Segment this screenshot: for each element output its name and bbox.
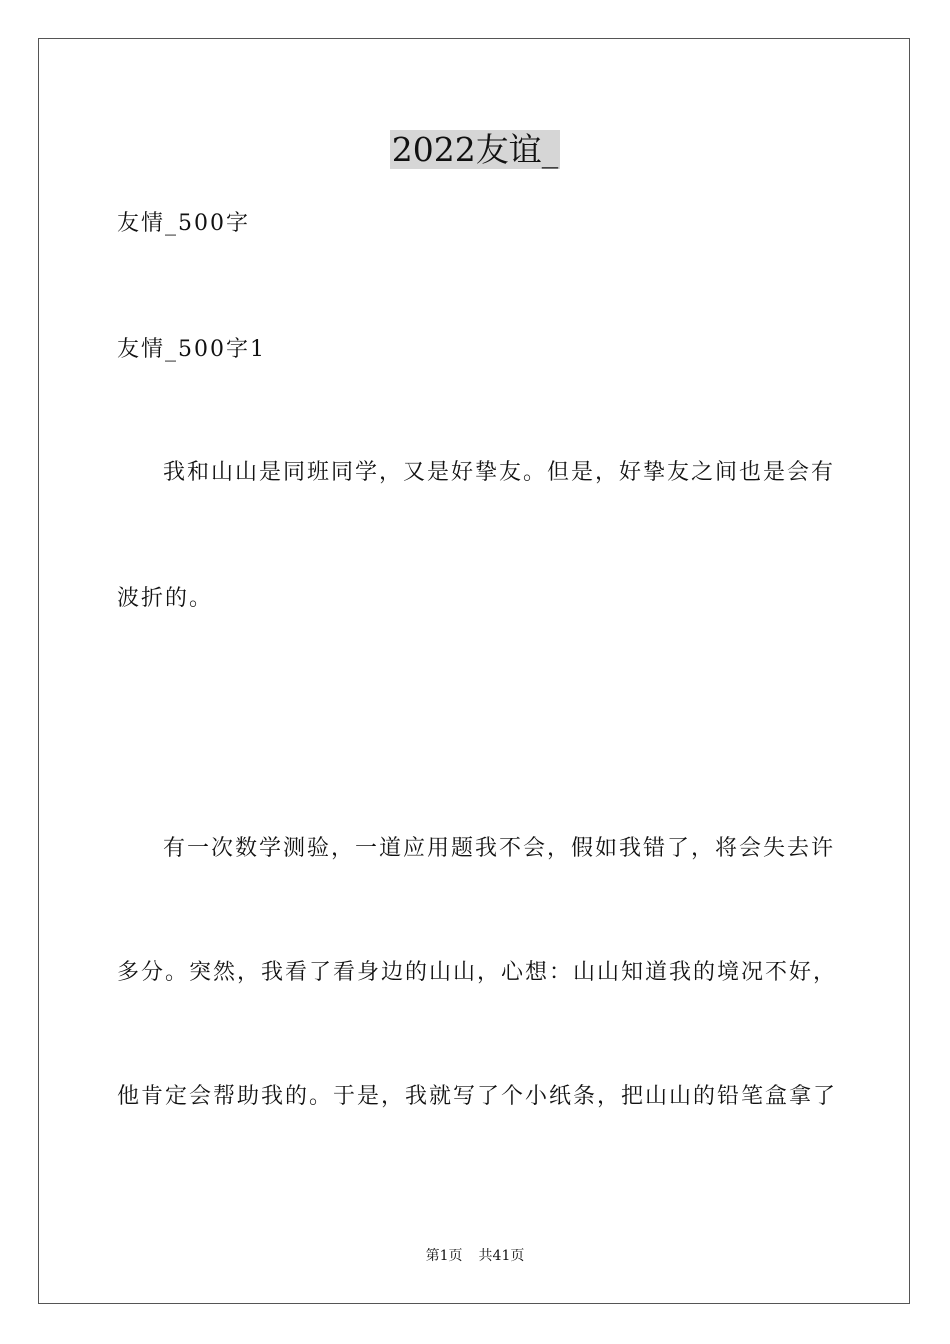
document-title: [0, 128, 950, 172]
current-page-label: 第1页: [425, 1248, 463, 1264]
paragraph-line: 波折的。: [117, 586, 214, 611]
total-pages-label: 共41页: [478, 1248, 525, 1264]
paragraph-line: 多分。突然，我看了看身边的山山，心想：山山知道我的境况不好，: [117, 960, 838, 985]
section-heading: 友情_500字1: [117, 337, 266, 362]
document-title-text: 2022友谊_: [391, 130, 559, 169]
paragraph-line: 有一次数学测验，一道应用题我不会，假如我错了，将会失去许: [163, 836, 836, 861]
subtitle: 友情_500字: [117, 211, 250, 236]
paragraph-line: 他肯定会帮助我的。于是，我就写了个小纸条，把山山的铅笔盒拿了: [117, 1084, 838, 1109]
page-footer: [0, 1246, 950, 1266]
paragraph-line: 我和山山是同班同学，又是好挚友。但是，好挚友之间也是会有: [163, 460, 836, 485]
